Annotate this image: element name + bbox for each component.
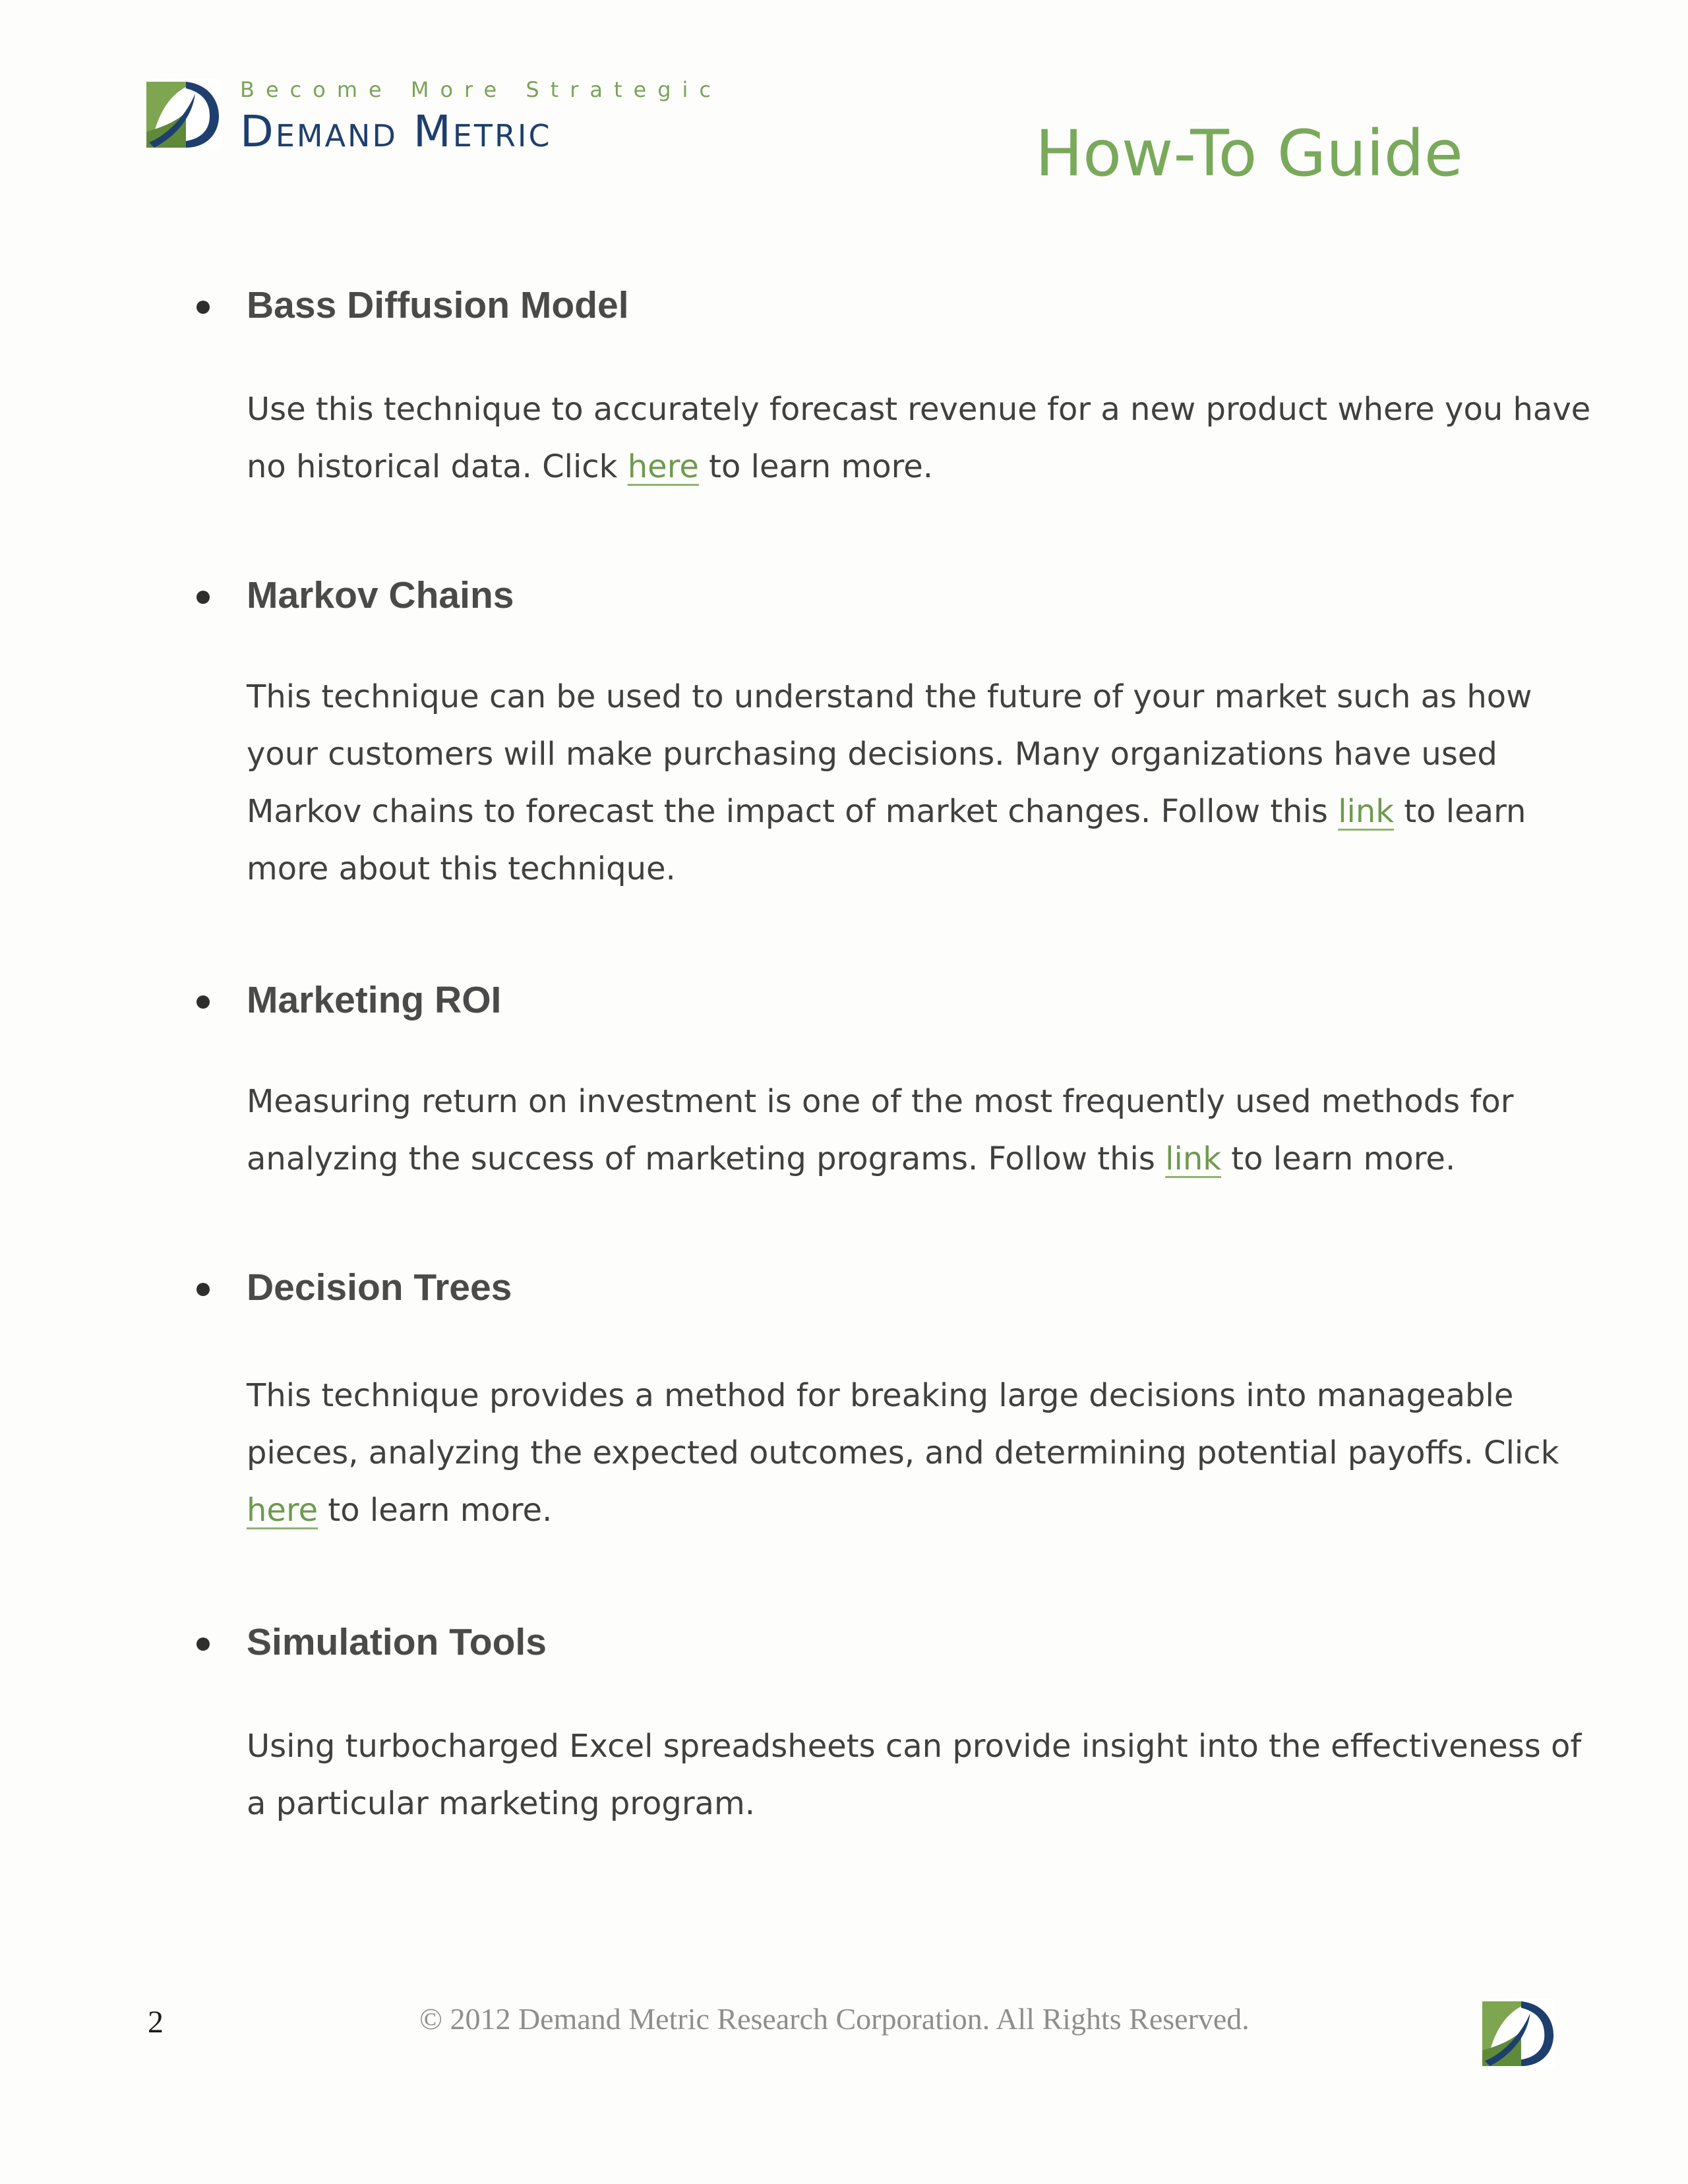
bullet-icon — [196, 1283, 210, 1296]
brand-name: Demand Metric — [240, 106, 552, 157]
bullet-icon — [196, 301, 210, 314]
line-text: to learn more. — [698, 448, 934, 485]
section-paragraph — [247, 381, 1591, 496]
section-heading: Markov Chains — [247, 574, 514, 616]
paragraph-line: Measuring return on investment is one of the most frequently used methods for — [247, 1083, 1514, 1120]
line-text: Markov chains to forecast the impact of market changes. Follow this — [247, 793, 1339, 830]
paragraph-line — [247, 1131, 1539, 1188]
copyright-notice: © 2012 Demand Metric Research Corporation. All Rights Reserved. — [419, 2002, 1250, 2036]
line-text: to learn more. — [318, 1492, 553, 1529]
paragraph-line: a particular marketing program. — [247, 1785, 755, 1822]
brand-tagline: Become More Strategic — [240, 77, 722, 102]
paragraph-line: your customers will make purchasing decisions. Many organizations have used — [247, 736, 1497, 773]
section-heading: Marketing ROI — [247, 979, 502, 1021]
brand-logo — [146, 76, 722, 157]
paragraph-line — [247, 783, 1539, 841]
bullet-icon — [196, 1638, 210, 1651]
paragraph-line: more about this technique. — [247, 850, 676, 887]
section-heading: Simulation Tools — [247, 1621, 547, 1663]
bullet-icon — [196, 995, 210, 1009]
learn-more-link[interactable]: link — [1165, 1140, 1222, 1177]
paragraph-line: This technique provides a method for breaking large decisions into manageable — [247, 1377, 1514, 1414]
section-paragraph — [247, 668, 1539, 898]
line-text: analyzing the success of marketing programs. Follow this — [247, 1140, 1166, 1177]
learn-more-link[interactable]: here — [247, 1492, 318, 1529]
line-text: no historical data. Click — [247, 448, 628, 485]
paragraph-line — [247, 438, 1539, 496]
paragraph-line: This technique can be used to understand the future of your market such as how — [247, 678, 1532, 715]
learn-more-link[interactable]: here — [627, 448, 699, 485]
document-title: How-To Guide — [1035, 117, 1463, 191]
section-paragraph — [247, 1367, 1559, 1539]
page-number: 2 — [148, 2005, 164, 2040]
paragraph-line — [247, 1482, 1539, 1539]
section-paragraph — [247, 1718, 1582, 1833]
section-heading: Bass Diffusion Model — [247, 284, 629, 326]
paragraph-line: Using turbocharged Excel spreadsheets can provide insight into the effectiveness of — [247, 1728, 1582, 1765]
bullet-icon — [196, 591, 210, 604]
section-heading: Decision Trees — [247, 1266, 512, 1309]
paragraph-line: pieces, analyzing the expected outcomes, and determining potential payoffs. Click — [247, 1434, 1559, 1471]
learn-more-link[interactable]: link — [1338, 793, 1395, 830]
line-text: to learn — [1394, 793, 1526, 830]
line-text: to learn more. — [1221, 1140, 1456, 1177]
paragraph-line: Use this technique to accurately forecast revenue for a new product where you have — [247, 391, 1591, 428]
section-paragraph — [247, 1073, 1539, 1188]
demand-metric-logo-icon — [1482, 1997, 1555, 2070]
demand-metric-logo-icon — [146, 79, 220, 150]
